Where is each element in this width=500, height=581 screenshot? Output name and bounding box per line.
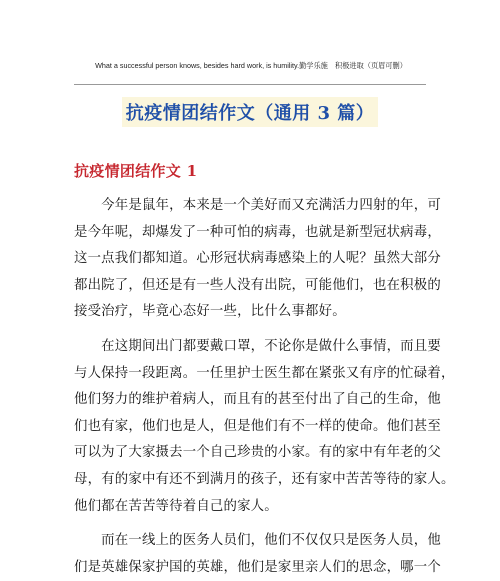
- paragraph-2: [74, 334, 455, 520]
- paragraph-line: 与人保持一段距离。一任里护士医生都在紧张又有序的忙碌着，: [74, 365, 455, 381]
- paragraph-line: 这一点我们都知道。心形冠状病毒感染上的人呢？虽然大部分: [74, 251, 441, 267]
- paragraph-line: 们也有家，他们也是人，但是他们有不一样的使命。他们甚至: [74, 418, 441, 434]
- section-heading: 抗疫情团结作文 1: [74, 162, 198, 180]
- paragraph-line: 而在一线上的医务人员们，他们不仅仅只是医务人员，他: [74, 533, 441, 548]
- paragraph-line: 母，有的家中有还不到满月的孩子，还有家中苦苦等待的家人。: [74, 471, 455, 487]
- paragraph-line: 都出院了，但还是有一些人没有出院，可能他们，也在积极的: [74, 277, 441, 293]
- paragraph-1: [74, 193, 441, 326]
- paragraph-line: 可以为了大家摄去一个自己珍贵的小家。有的家中有年老的父: [74, 445, 441, 461]
- header-divider: [74, 84, 426, 85]
- title-container: [0, 97, 500, 127]
- paragraph-line: 他们努力的维护着病人，而且有的甚至付出了自己的生命，他: [74, 392, 441, 408]
- paragraph-3: [74, 528, 441, 581]
- paragraph-line: 接受治疗，毕竟心态好一些，比什么事都好。: [74, 304, 346, 320]
- paragraph-line: 们是英雄保家护国的英雄，他们是家里亲人们的思念，哪一个: [74, 559, 441, 575]
- paragraph-line: 他们都在苦苦等待着自己的家人。: [74, 498, 278, 514]
- paragraph-line: 今年是鼠年，本来是一个美好而又充满活力四射的年，可: [74, 198, 441, 213]
- paragraph-line: 是今年呢，却爆发了一种可怕的病毒，也就是新型冠状病毒，: [74, 224, 441, 240]
- page-header-text: What a successful person knows, besides hard work, is humility.勤学乐施 积极进取（页眉可删）: [95, 61, 407, 70]
- paragraph-line: 在这期间出门都要戴口罩，不论你是做什么事情，而且要: [74, 339, 441, 354]
- document-title: 抗疫情团结作文（通用 3 篇）: [122, 97, 379, 127]
